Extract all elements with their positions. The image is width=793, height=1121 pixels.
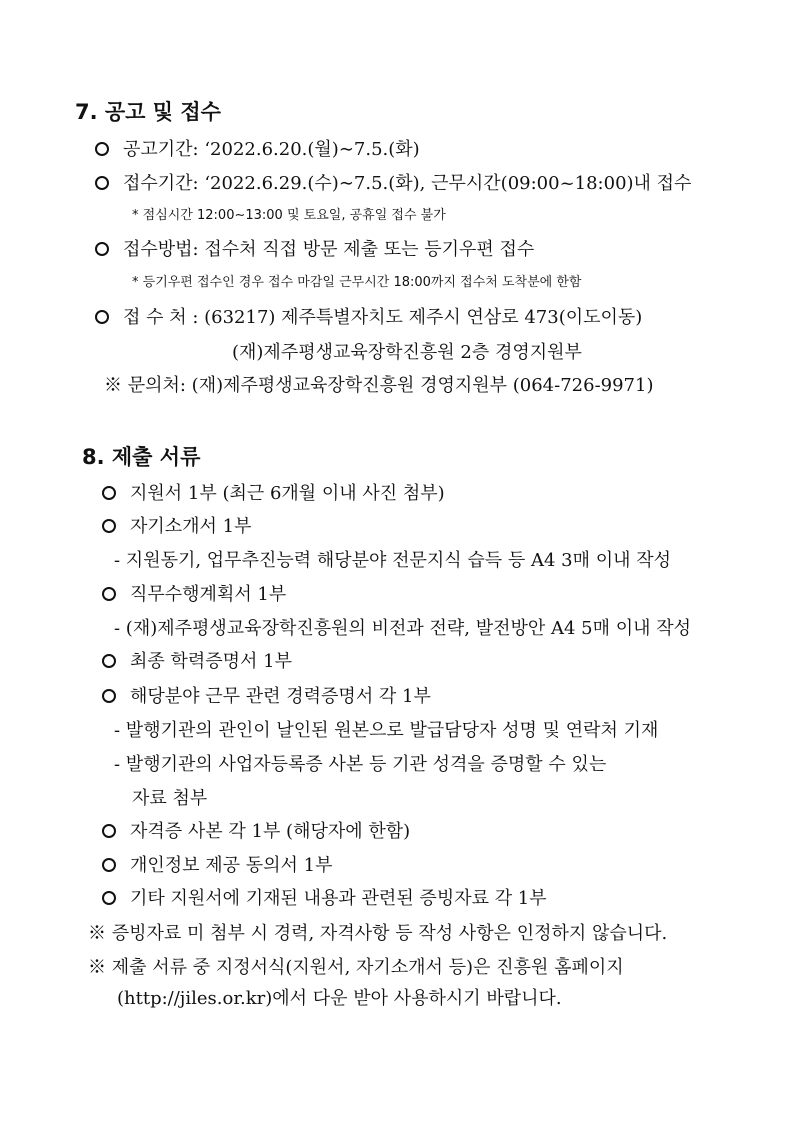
sub-item: - 지원동기, 업무추진능력 해당분야 전문지식 습득 등 A4 3매 이내 작성 [114,550,672,571]
list-item: 자기소개서 1부 [102,514,252,540]
bullet-circle-icon [102,891,116,905]
inquiry-note: ※ 문의처: (재)제주평생교육장학진흥원 경영지원부 (064-726-9971) [104,375,654,396]
list-item: 접수기간: ‘2022.6.29.(수)∼7.5.(화), 근무시간(09:00~18:00)내 접수 [95,171,691,197]
list-item: 공고기간: ‘2022.6.20.(월)∼7.5.(화) [95,137,420,163]
list-item: 접 수 처 : (63217) 제주특별자치도 제주시 연삼로 473(이도이동) [95,305,642,331]
sub-item: - 발행기관의 사업자등록증 사본 등 기관 성격을 증명할 수 있는 [114,754,607,775]
bullet-circle-icon [102,587,116,601]
bullet-circle-icon [95,242,109,256]
method-note: * 등기우편 접수인 경우 접수 마감일 근무시간 18:00까지 접수처 도착분에 한함 [132,275,582,290]
list-item: 자격증 사본 각 1부 (해당자에 한함) [102,819,410,845]
section-8-title: 8. 제출 서류 [82,445,201,469]
list-item: 해당분야 근무 관련 경력증명서 각 1부 [102,684,431,710]
list-item: 지원서 1부 (최근 6개월 이내 사진 첨부) [102,481,445,507]
note-3: (http://jiles.or.kr)에서 다운 받아 사용하시기 바랍니다. [117,988,562,1009]
receipt-note: * 점심시간 12:00∼13:00 및 토요일, 공휴일 접수 불가 [132,208,446,223]
list-item: 기타 지원서에 기재된 내용과 관련된 증빙자료 각 1부 [102,886,547,912]
sub-item: - (재)제주평생교육장학진흥원의 비전과 전략, 발전방안 A4 5매 이내 작성 [114,618,691,639]
bullet-circle-icon [102,486,116,500]
note-1: ※ 증빙자료 미 첨부 시 경력, 자격사항 등 작성 사항은 인정하지 않습니다. [88,923,668,944]
list-item: 최종 학력증명서 1부 [102,649,292,675]
sub-item: - 발행기관의 관인이 날인된 원본으로 발급담당자 성명 및 연락처 기재 [114,720,659,741]
bullet-circle-icon [95,310,109,324]
bullet-circle-icon [95,142,109,156]
bullet-circle-icon [102,519,116,533]
place-line-2: (재)제주평생교육장학진흥원 2층 경영지원부 [232,342,582,363]
list-item: 개인정보 제공 동의서 1부 [102,853,333,879]
list-item: 접수방법: 접수처 직접 방문 제출 또는 등기우편 접수 [95,237,534,263]
bullet-circle-icon [102,654,116,668]
note-2: ※ 제출 서류 중 지정서식(지원서, 자기소개서 등)은 진흥원 홈페이지 [88,957,624,978]
bullet-circle-icon [102,824,116,838]
bullet-circle-icon [102,858,116,872]
list-item: 직무수행계획서 1부 [102,582,286,608]
section-7-title: 7. 공고 및 접수 [75,100,221,124]
bullet-circle-icon [102,689,116,703]
sub-item-continued: 자료 첨부 [132,788,208,809]
bullet-circle-icon [95,176,109,190]
